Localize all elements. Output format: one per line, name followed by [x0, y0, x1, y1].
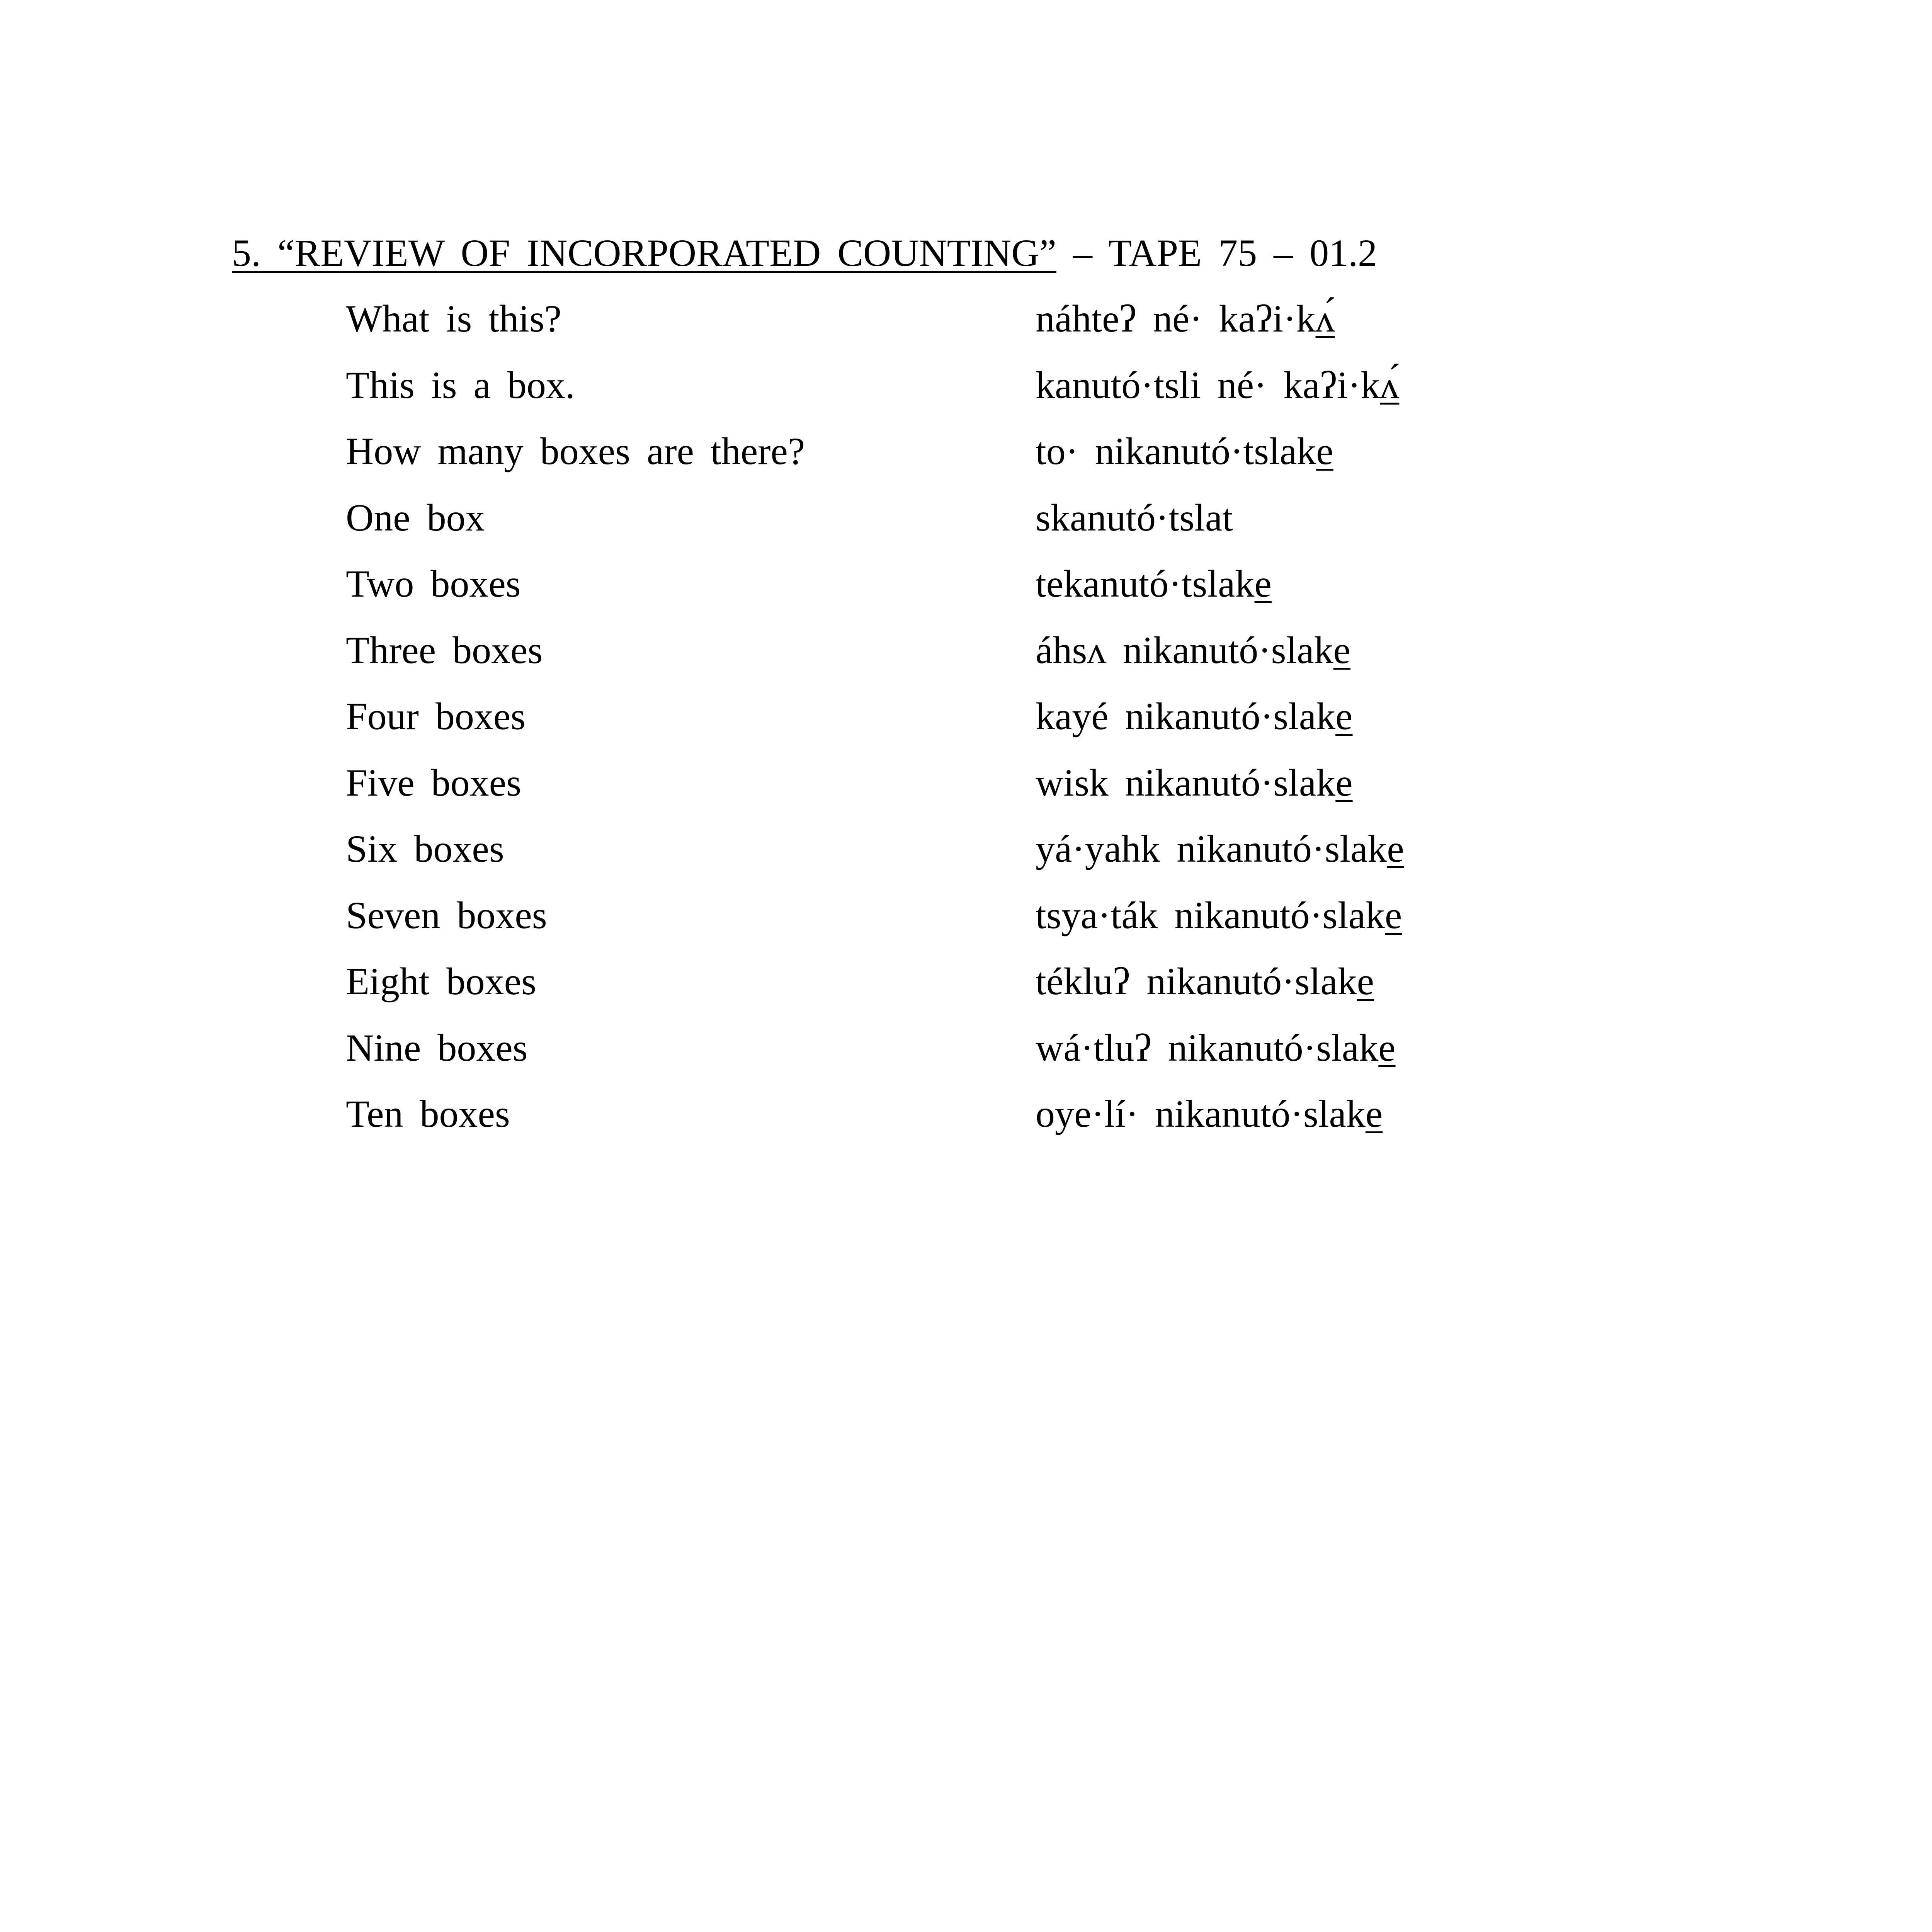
english-phrase: One box: [346, 496, 485, 539]
oneida-phrase: [1036, 693, 1353, 740]
oneida-phrase-main: yá·yahk nikanutó·slak: [1036, 827, 1387, 870]
section-title: 5. “REVIEW OF INCORPORATED COUNTING”: [232, 231, 1056, 274]
oneida-phrase-underlined-ending: e: [1335, 695, 1353, 738]
english-phrase: This is a box.: [346, 364, 575, 406]
oneida-phrase-main: tékluʔ nikanutó·slak: [1036, 960, 1357, 1003]
oneida-phrase: [1036, 362, 1399, 408]
english-phrase: Seven boxes: [346, 894, 547, 937]
vocabulary-row: [0, 892, 1932, 939]
english-phrase: Two boxes: [346, 562, 521, 605]
oneida-phrase: [1036, 892, 1402, 939]
english-phrase: Five boxes: [346, 761, 522, 804]
oneida-phrase-main: tekanutó·tslak: [1036, 562, 1255, 605]
vocabulary-row: [0, 428, 1932, 474]
english-phrase: Four boxes: [346, 695, 526, 738]
vocabulary-row: [0, 1025, 1932, 1071]
oneida-phrase-underlined-ending: e: [1254, 562, 1272, 605]
oneida-phrase-main: oye·lí· nikanutó·slak: [1036, 1092, 1366, 1135]
oneida-phrase-main: skanutó·tslat: [1036, 496, 1233, 539]
english-phrase: Ten boxes: [346, 1092, 510, 1135]
oneida-phrase: [1036, 958, 1374, 1005]
vocabulary-row: [0, 826, 1932, 872]
oneida-phrase: [1036, 826, 1404, 872]
vocabulary-row: [0, 561, 1932, 607]
oneida-phrase: [1036, 760, 1353, 806]
oneida-phrase: [1036, 561, 1272, 607]
vocabulary-row: [0, 296, 1932, 342]
oneida-phrase-underlined-ending: e: [1335, 761, 1353, 804]
oneida-phrase-main: kanutó·tsli né· kaʔi·k: [1036, 364, 1380, 406]
oneida-phrase-main: to· nikanutó·tslak: [1036, 430, 1316, 473]
oneida-phrase-underlined-ending: e: [1316, 430, 1333, 473]
english-phrase: Nine boxes: [346, 1026, 528, 1069]
vocabulary-row: [0, 760, 1932, 806]
oneida-phrase: [1036, 1091, 1383, 1137]
vocabulary-row: [0, 693, 1932, 740]
oneida-phrase-main: kayé nikanutó·slak: [1036, 695, 1336, 738]
vocabulary-row: [0, 495, 1932, 541]
section-heading: [232, 230, 1377, 276]
oneida-phrase-main: wisk nikanutó·slak: [1036, 761, 1336, 804]
oneida-phrase: [1036, 296, 1335, 342]
oneida-phrase-underlined-ending: e: [1365, 1092, 1383, 1135]
vocabulary-row: [0, 958, 1932, 1005]
oneida-phrase-underlined-ending: e: [1384, 894, 1402, 937]
vocabulary-row: [0, 362, 1932, 408]
oneida-phrase: [1036, 495, 1233, 541]
oneida-phrase-main: áhsʌ nikanutó·slak: [1036, 629, 1333, 672]
vocabulary-row: [0, 627, 1932, 673]
oneida-phrase: [1036, 1025, 1396, 1071]
oneida-phrase-underlined-ending: ʌ́: [1315, 297, 1335, 340]
oneida-phrase-underlined-ending: e: [1387, 827, 1404, 870]
english-phrase: Eight boxes: [346, 960, 536, 1003]
vocabulary-row: [0, 1091, 1932, 1137]
oneida-phrase-underlined-ending: e: [1357, 960, 1374, 1003]
oneida-phrase-underlined-ending: e: [1378, 1026, 1396, 1069]
english-phrase: Six boxes: [346, 827, 504, 870]
english-phrase: What is this?: [346, 297, 562, 340]
oneida-phrase-main: wá·tluʔ nikanutó·slak: [1036, 1026, 1379, 1069]
oneida-phrase-underlined-ending: ʌ́: [1380, 364, 1400, 406]
oneida-phrase: [1036, 428, 1333, 474]
oneida-phrase-underlined-ending: e: [1333, 629, 1351, 672]
tape-reference: – TAPE 75 – 01.2: [1056, 231, 1378, 274]
oneida-phrase-main: tsya·ták nikanutó·slak: [1036, 894, 1385, 937]
oneida-phrase-main: náhteʔ né· kaʔi·k: [1036, 297, 1316, 340]
oneida-phrase: [1036, 627, 1350, 673]
english-phrase: How many boxes are there?: [346, 430, 805, 473]
english-phrase: Three boxes: [346, 629, 543, 672]
